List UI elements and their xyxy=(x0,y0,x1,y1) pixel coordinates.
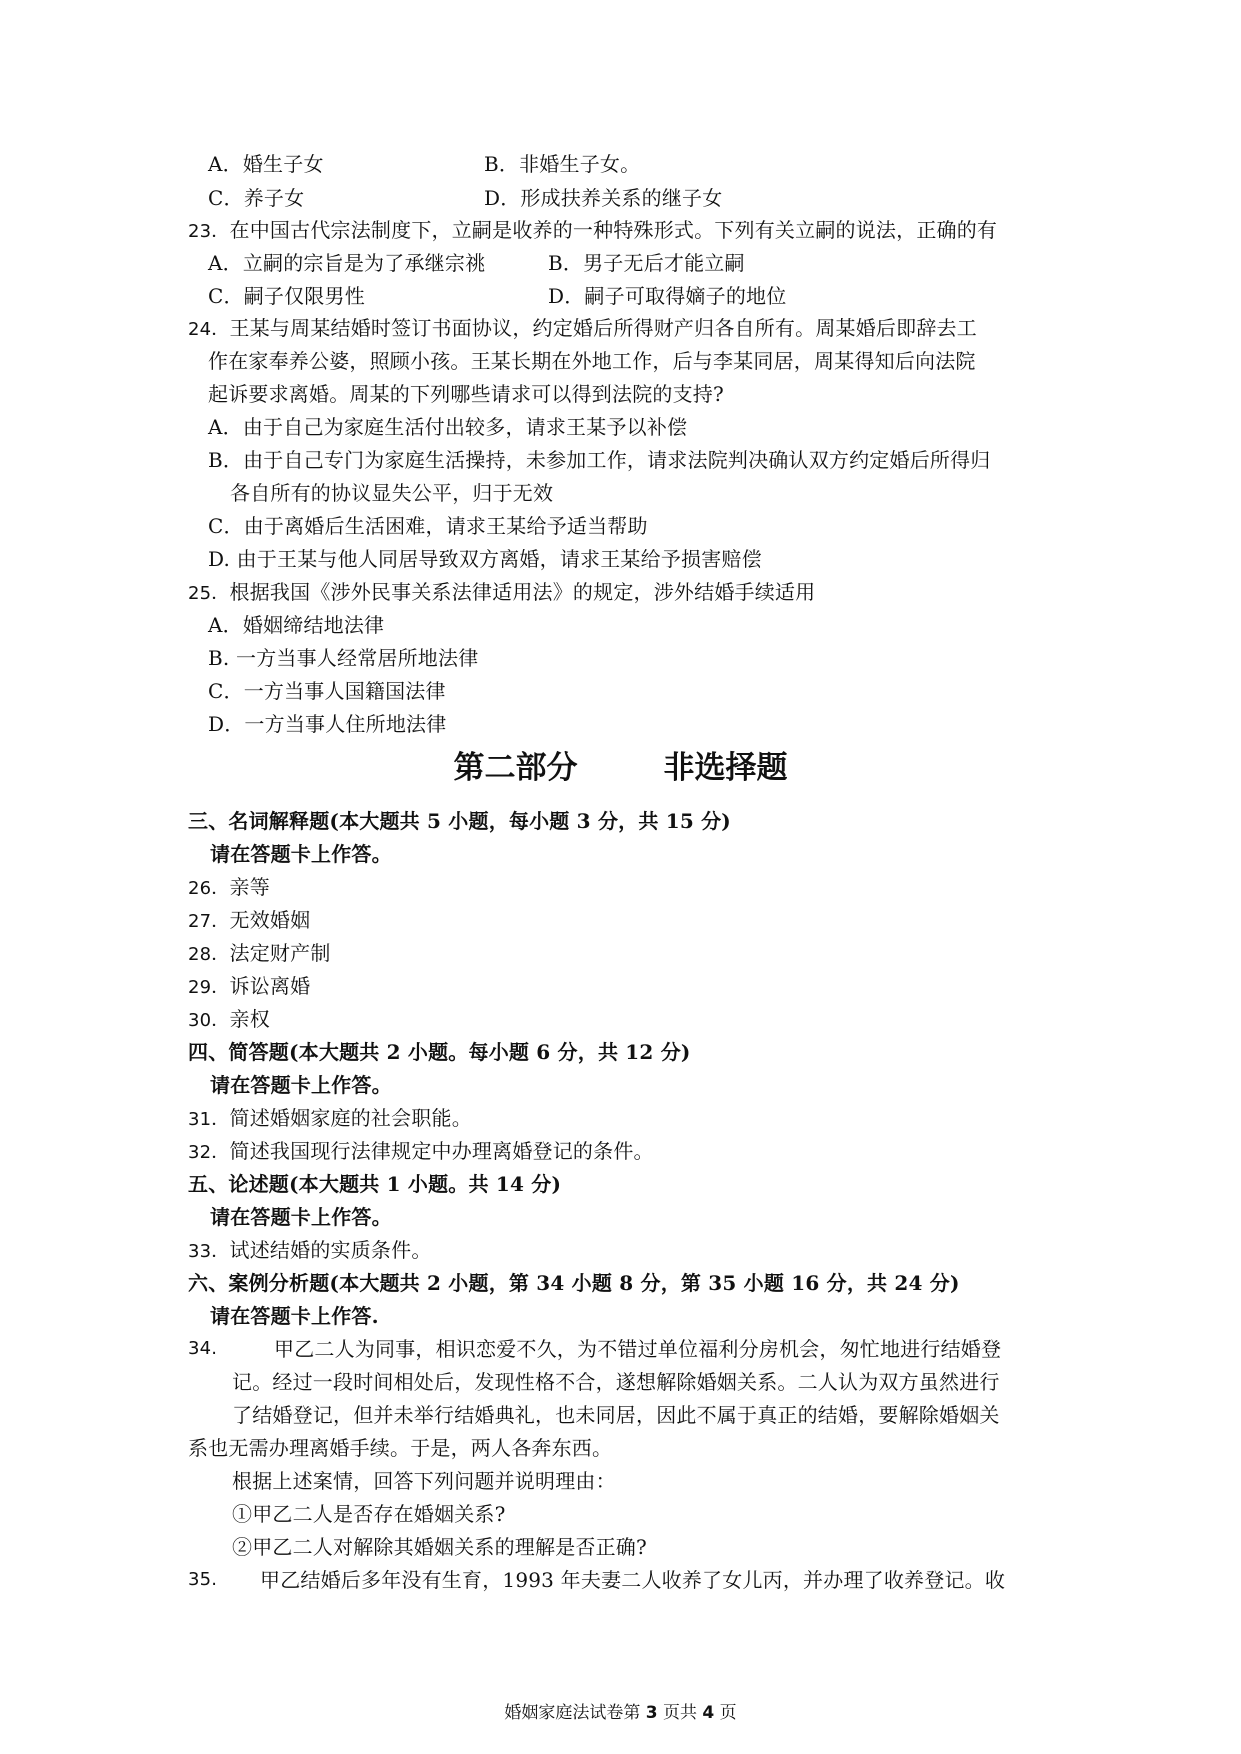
q23-stem-line xyxy=(188,216,997,246)
q34-sub-question-2: ②甲乙二人对解除其婚姻关系的理解是否正确? xyxy=(232,1535,647,1559)
q25-option-a: A．婚姻缔结地法律 xyxy=(208,613,385,637)
q34-sub-question-1: ①甲乙二人是否存在婚姻关系? xyxy=(232,1502,506,1526)
q24-option-b-line-2: 各自所有的协议显失公平，归于无效 xyxy=(230,481,554,505)
q23-option-c: C．嗣子仅限男性 xyxy=(208,284,365,308)
total-page-number: 4 xyxy=(702,1703,715,1723)
list-item: 31．简述婚姻家庭的社会职能。 xyxy=(188,1106,472,1130)
question-stem: 根据我国《涉外民事关系法律适用法》的规定，涉外结婚手续适用 xyxy=(229,580,816,604)
q24-stem-line-1 xyxy=(188,314,977,344)
question-number: 23． xyxy=(188,221,230,242)
section-4-heading: 四、简答题(本大题共 2 小题。每小题 6 分，共 12 分) xyxy=(188,1040,691,1064)
q24-stem-line-3: 起诉要求离婚。周某的下列哪些请求可以得到法院的支持? xyxy=(208,382,724,406)
list-item: 29．诉讼离婚 xyxy=(188,974,311,998)
q34-number: 34. xyxy=(188,1338,218,1359)
section-4-instruction: 请在答题卡上作答。 xyxy=(210,1073,392,1097)
q35-number: 35. xyxy=(188,1569,218,1590)
q34-line-2: 记。经过一段时间相处后，发现性格不合，遂想解除婚姻关系。二人认为双方虽然进行 xyxy=(232,1370,1000,1394)
q22-option-c: C．养子女 xyxy=(208,186,305,210)
question-stem: 王某与周某结婚时签订书面协议，约定婚后所得财产归各自所有。周某婚后即辞去工 xyxy=(229,316,977,340)
page-footer: 婚姻家庭法试卷第 3 页共 4 页 xyxy=(504,1703,737,1723)
list-item: 27．无效婚姻 xyxy=(188,908,311,932)
q22-option-a: A．婚生子女 xyxy=(208,152,324,176)
q24-stem-line-2: 作在家奉养公婆，照顾小孩。王某长期在外地工作，后与李某同居，周某得知后向法院 xyxy=(208,349,976,373)
question-number: 24． xyxy=(188,319,230,340)
q24-option-a: A．由于自己为家庭生活付出较多，请求王某予以补偿 xyxy=(208,415,688,439)
current-page-number: 3 xyxy=(645,1703,658,1723)
section-5-instruction: 请在答题卡上作答。 xyxy=(210,1205,392,1229)
q35-line-1: 甲乙结婚后多年没有生育，1993 年夫妻二人收养了女儿丙，并办理了收养登记。收 xyxy=(260,1568,1006,1592)
q23-option-d: D．嗣子可取得嫡子的地位 xyxy=(548,284,787,308)
q24-option-d: D. 由于王某与他人同居导致双方离婚，请求王某给予损害赔偿 xyxy=(208,547,762,571)
section-6-heading: 六、案例分析题(本大题共 2 小题，第 34 小题 8 分，第 35 小题 16 分，共 24 分) xyxy=(188,1271,960,1295)
q34-line-1: 甲乙二人为同事，相识恋爱不久，为不错过单位福利分房机会，匆忙地进行结婚登 xyxy=(274,1337,1002,1361)
list-item: 33．试述结婚的实质条件。 xyxy=(188,1238,432,1262)
part-two-title xyxy=(0,748,1241,788)
list-item: 30．亲权 xyxy=(188,1007,270,1031)
q23-option-a: A．立嗣的宗旨是为了承继宗祧 xyxy=(208,251,486,275)
q22-option-b: B．非婚生子女。 xyxy=(484,152,641,176)
q24-option-b-line-1: B．由于自己专门为家庭生活操持，未参加工作，请求法院判决确认双方约定婚后所得归 xyxy=(208,448,991,472)
q25-option-d: D．一方当事人住所地法律 xyxy=(208,712,447,736)
q34-line-4: 系也无需办理离婚手续。于是，两人各奔东西。 xyxy=(188,1436,613,1460)
q22-option-d: D．形成扶养关系的继子女 xyxy=(484,186,723,210)
question-number: 25． xyxy=(188,583,230,604)
q34-line-3: 了结婚登记，但并未举行结婚典礼，也未同居，因此不属于真正的结婚，要解除婚姻关 xyxy=(232,1403,1000,1427)
q25-option-c: C．一方当事人国籍国法律 xyxy=(208,679,446,703)
part-title-left: 第二部分 xyxy=(453,750,578,786)
q25-option-b: B. 一方当事人经常居所地法律 xyxy=(208,646,479,670)
q23-option-b: B．男子无后才能立嗣 xyxy=(548,251,745,275)
list-item: 26．亲等 xyxy=(188,875,270,899)
section-3-instruction: 请在答题卡上作答。 xyxy=(210,842,392,866)
section-3-heading: 三、名词解释题(本大题共 5 小题，每小题 3 分，共 15 分) xyxy=(188,809,731,833)
q25-stem-line xyxy=(188,578,815,608)
part-title-right: 非选择题 xyxy=(663,750,788,786)
list-item: 28．法定财产制 xyxy=(188,941,331,965)
list-item: 32．简述我国现行法律规定中办理离婚登记的条件。 xyxy=(188,1139,654,1163)
section-5-heading: 五、论述题(本大题共 1 小题。共 14 分) xyxy=(188,1172,562,1196)
question-stem: 在中国古代宗法制度下，立嗣是收养的一种特殊形式。下列有关立嗣的说法，正确的有 xyxy=(229,218,998,242)
q24-option-c: C．由于离婚后生活困难，请求王某给予适当帮助 xyxy=(208,514,648,538)
q34-prompt: 根据上述案情，回答下列问题并说明理由： xyxy=(232,1469,616,1493)
section-6-instruction: 请在答题卡上作答. xyxy=(210,1304,379,1328)
